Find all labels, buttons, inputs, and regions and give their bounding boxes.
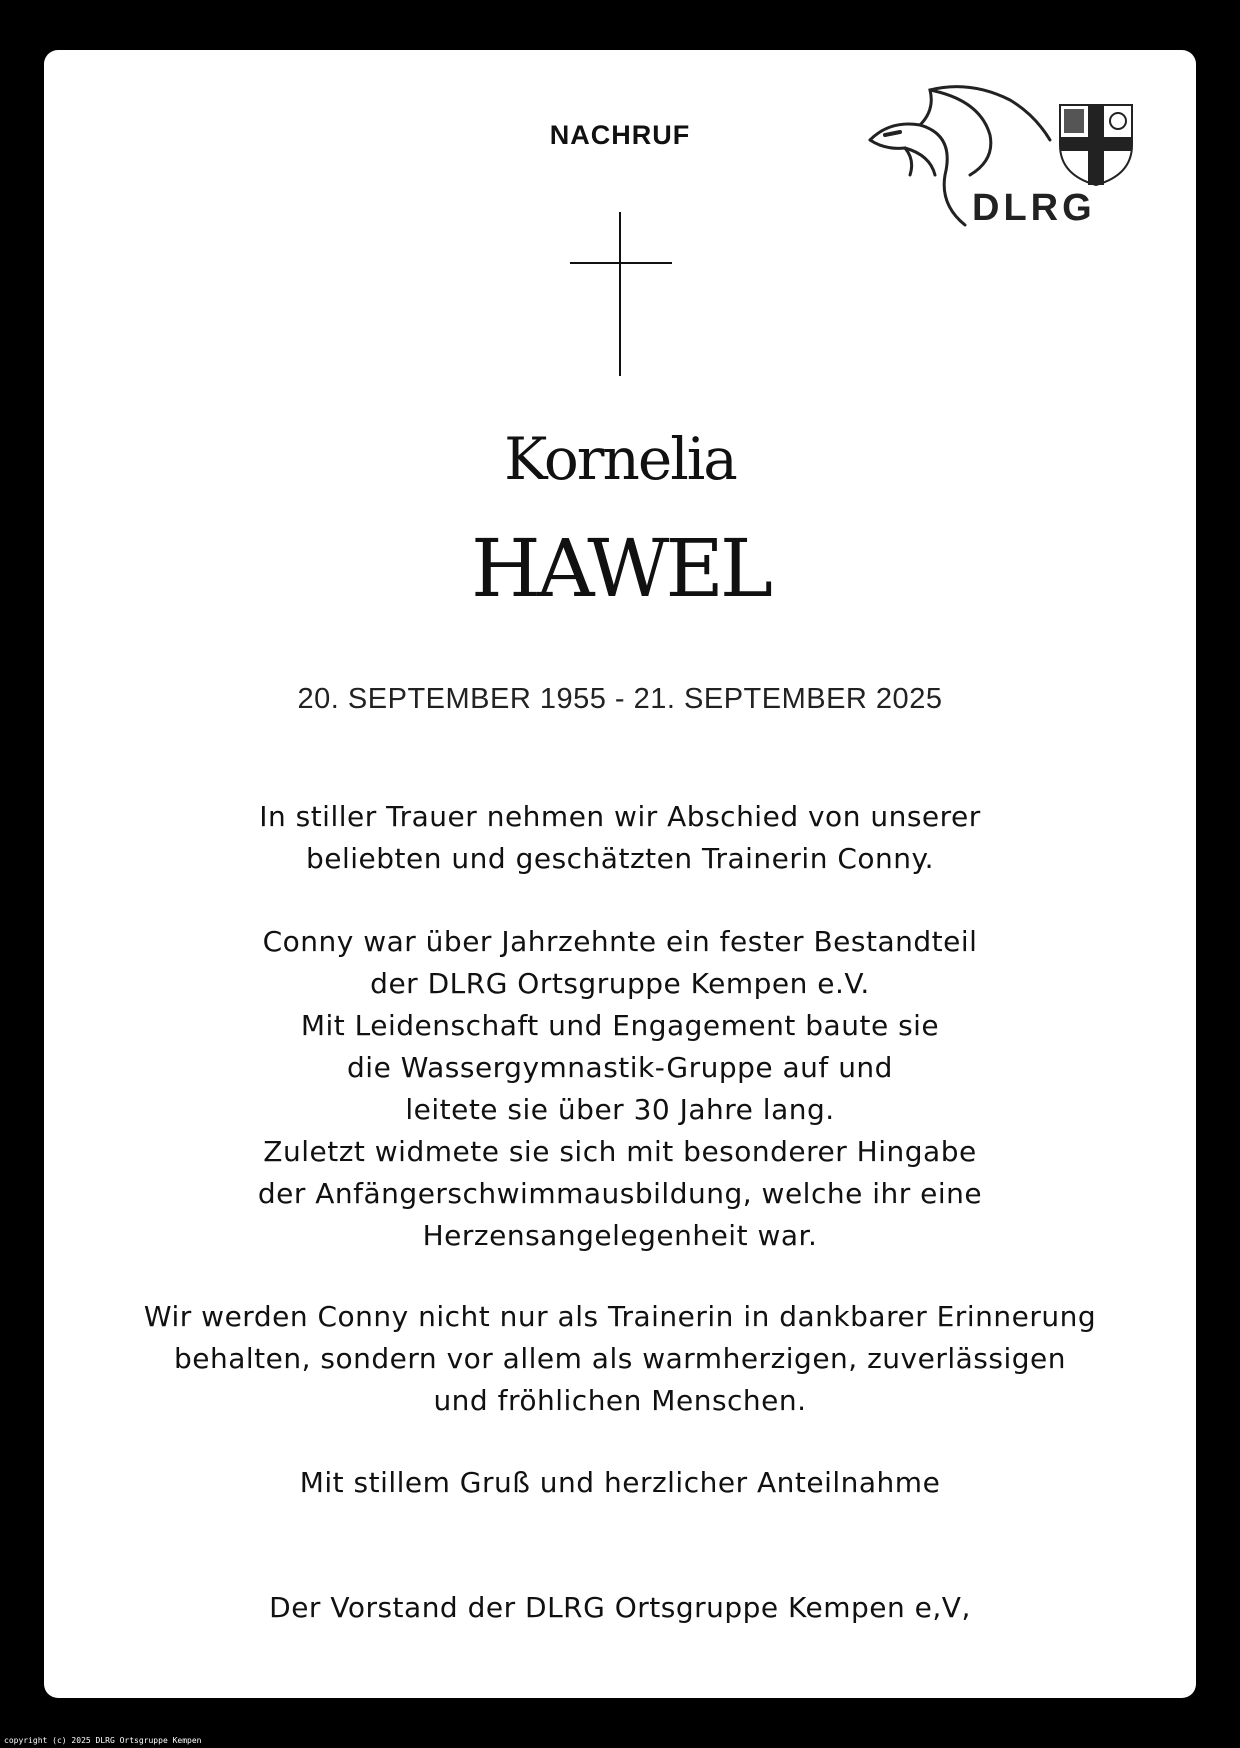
text-line: der Anfängerschwimmausbildung, welche ihr eine: [257, 1177, 983, 1210]
text-line: die Wassergymnastik-Gruppe auf und: [347, 1051, 893, 1084]
first-name: Kornelia: [504, 425, 736, 493]
dlrg-logo: [860, 80, 1140, 230]
coat-of-arms-icon: [1060, 105, 1132, 185]
text-line: leitete sie über 30 Jahre lang.: [405, 1093, 835, 1126]
paragraph-remembrance: [0, 1296, 1240, 1422]
cross-icon: [568, 210, 674, 378]
copyright-notice: copyright (c) 2025 DLRG Ortsgruppe Kempen: [4, 1736, 202, 1745]
text-line: und fröhlichen Menschen.: [433, 1384, 807, 1417]
text-line: In stiller Trauer nehmen wir Abschied von unserer: [259, 800, 981, 833]
text-line: Conny war über Jahrzehnte ein fester Bestandteil: [262, 925, 978, 958]
text-line: Mit Leidenschaft und Engagement baute sie: [300, 1009, 940, 1042]
signature-line: Der Vorstand der DLRG Ortsgruppe Kempen e,V,: [269, 1591, 971, 1624]
logo-text: DLRG: [972, 187, 1096, 229]
paragraph-biography: [0, 921, 1240, 1257]
text-line: der DLRG Ortsgruppe Kempen e.V.: [370, 967, 870, 1000]
text-line: beliebten und geschätzten Trainerin Conny.: [306, 842, 934, 875]
text-line: behalten, sondern vor allem als warmherzigen, zuverlässigen: [174, 1342, 1066, 1375]
text-line: Herzensangelegenheit war.: [422, 1219, 818, 1252]
text-line: Wir werden Conny nicht nur als Trainerin in dankbarer Erinnerung: [143, 1300, 1097, 1333]
text-line: Zuletzt widmete sie sich mit besonderer Hingabe: [263, 1135, 977, 1168]
last-name: HAWEL: [470, 522, 770, 615]
life-dates: 20. SEPTEMBER 1955 - 21. SEPTEMBER 2025: [297, 683, 943, 715]
notice-label: NACHRUF: [549, 120, 691, 150]
closing-line: Mit stillem Gruß und herzlicher Anteilnahme: [299, 1466, 941, 1499]
paragraph-intro: [0, 796, 1240, 880]
